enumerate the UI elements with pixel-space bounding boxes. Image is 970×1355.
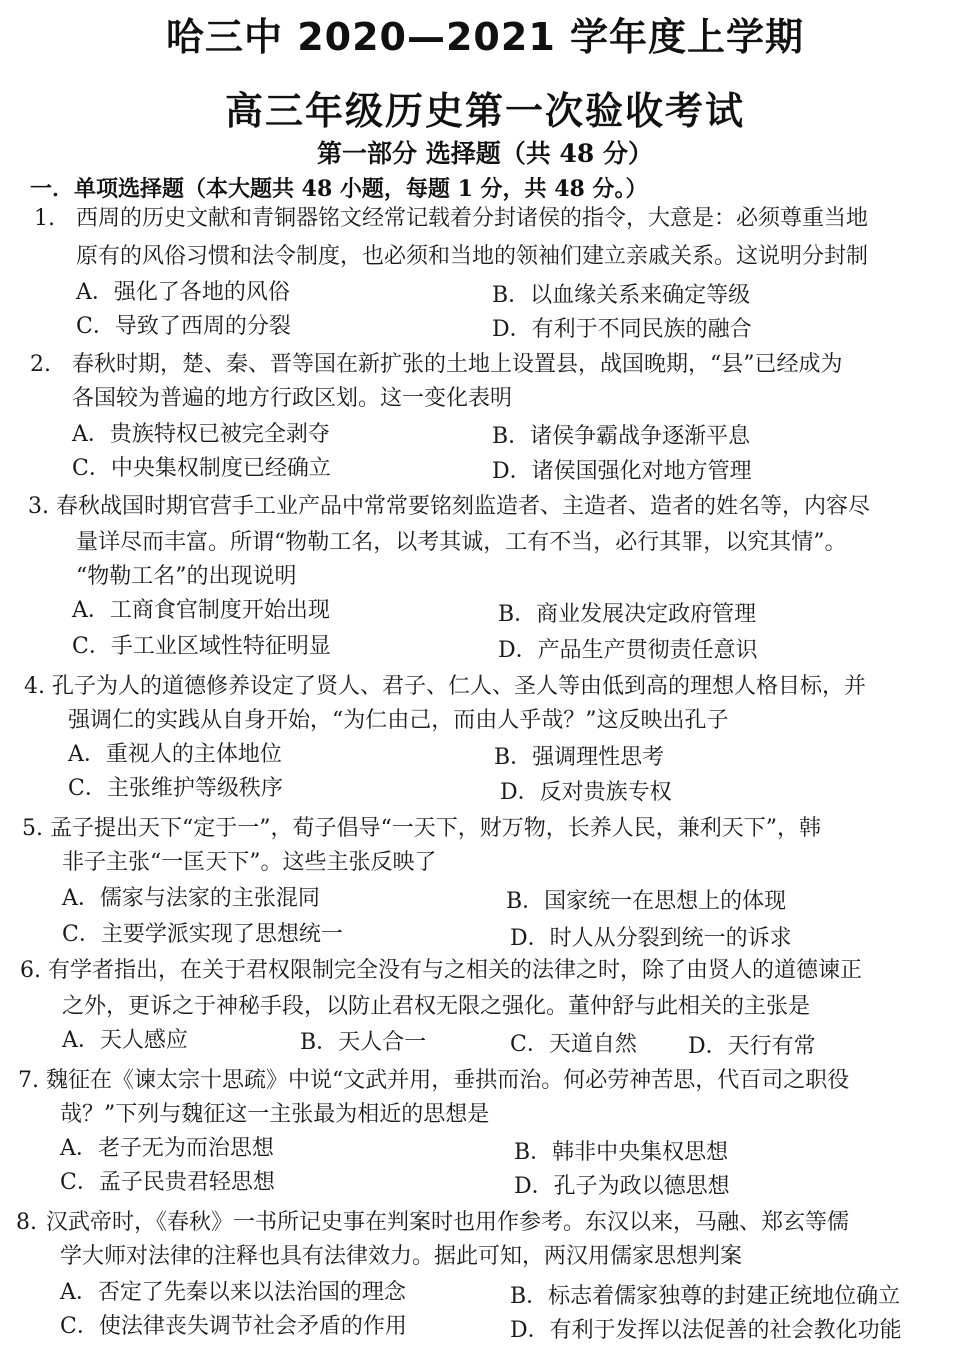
option-a[interactable]: A．重视人的主体地位 [68,742,282,767]
option-b[interactable]: B．以血缘关系来确定等级 [492,283,751,308]
question-stem-line: 非子主张“一匡天下”。这些主张反映了 [62,850,437,875]
option-a[interactable]: A．否定了先秦以来以法治国的理念 [60,1280,406,1305]
question-stem-line: 量详尽而丰富。所谓“物勒工名，以考其诚，工有不当，必行其罪，以究其情”。 [76,530,847,555]
question-stem-line: “物勒工名”的出现说明 [76,564,297,589]
option-d[interactable]: D．反对贵族专权 [500,780,672,805]
option-c[interactable]: C．主张维护等级秩序 [68,776,283,801]
option-d[interactable]: D．天行有常 [688,1034,816,1059]
option-d[interactable]: D．有利于不同民族的融合 [492,317,752,342]
option-a[interactable]: A．强化了各地的风俗 [76,280,290,305]
option-c[interactable]: C．天道自然 [510,1032,637,1057]
question-stem-line: 各国较为普遍的地方行政区划。这一变化表明 [72,386,513,411]
option-a[interactable]: A．工商食官制度开始出现 [72,598,330,623]
question-number: 4. [24,674,45,699]
option-d[interactable]: D．时人从分裂到统一的诉求 [510,926,792,951]
option-b[interactable]: B．商业发展决定政府管理 [498,602,757,627]
question-number: 1. [34,206,55,231]
option-c[interactable]: C．中央集权制度已经确立 [72,456,331,481]
question-stem-line: 魏征在《谏太宗十思疏》中说“文武并用，垂拱而治。何必劳神苦思，代百司之职役 [46,1068,850,1093]
question-stem-line: 原有的风俗习惯和法令制度，也必须和当地的领袖们建立亲戚关系。这说明分封制 [76,244,869,269]
question-number: 7. [18,1068,39,1093]
option-b[interactable]: B．韩非中央集权思想 [514,1140,729,1165]
option-c[interactable]: C．主要学派实现了思想统一 [62,922,343,947]
option-b[interactable]: B．标志着儒家独尊的封建正统地位确立 [510,1284,901,1309]
question-stem-line: 春秋时期，楚、秦、晋等国在新扩张的土地上设置县，战国晚期，“县”已经成为 [72,352,843,377]
question-stem-line: 汉武帝时，《春秋》一书所记史事在判案时也用作参考。东汉以来，马融、郑玄等儒 [46,1210,850,1235]
option-b[interactable]: B．天人合一 [300,1030,427,1055]
question-stem-line: 春秋战国时期官营手工业产品中常常要铭刻监造者、主造者、造者的姓名等，内容尽 [56,494,871,519]
question-stem-line: 孔子为人的道德修养设定了贤人、君子、仁人、圣人等由低到高的理想人格目标，并 [52,674,867,699]
question-stem-line: 强调仁的实践从自身开始，“为仁由己，而由人乎哉？”这反映出孔子 [68,708,729,733]
question-stem-line: 西周的历史文献和青铜器铭文经常记载着分封诸侯的指令，大意是：必须尊重当地 [76,206,869,231]
option-d[interactable]: D．孔子为政以德思想 [514,1174,730,1199]
option-a[interactable]: A．儒家与法家的主张混同 [62,886,320,911]
question-number: 5. [22,816,43,841]
option-b[interactable]: B．国家统一在思想上的体现 [506,889,787,914]
option-d[interactable]: D．诸侯国强化对地方管理 [492,459,752,484]
option-a[interactable]: A．天人感应 [62,1028,188,1053]
option-d[interactable]: D．有利于发挥以法促善的社会教化功能 [510,1318,902,1343]
question-number: 6. [20,958,41,983]
option-b[interactable]: B．诸侯争霸战争逐渐平息 [492,424,751,449]
option-b[interactable]: B．强调理性思考 [494,745,665,770]
option-a[interactable]: A．老子无为而治思想 [60,1136,274,1161]
option-c[interactable]: C．使法律丧失调节社会矛盾的作用 [60,1314,407,1339]
question-stem-line: 哉？”下列与魏征这一主张最为相近的思想是 [60,1102,490,1127]
question-stem-line: 孟子提出天下“定于一”，荀子倡导“一天下，财万物，长养人民，兼利天下”，韩 [50,816,821,841]
option-c[interactable]: C．导致了西周的分裂 [76,314,291,339]
exam-title-subject: 高三年级历史第一次验收考试 [224,89,745,133]
question-number: 2. [30,352,51,377]
option-a[interactable]: A．贵族特权已被完全剥夺 [72,422,330,447]
question-number: 8. [16,1210,37,1235]
question-stem-line: 之外，更诉之于神秘手段，以防止君权无限之强化。董仲舒与此相关的主张是 [62,994,811,1019]
question-stem-line: 有学者指出，在关于君权限制完全没有与之相关的法律之时，除了由贤人的道德谏正 [48,958,863,983]
option-c[interactable]: C．手工业区域性特征明显 [72,634,331,659]
question-stem-line: 学大师对法律的注释也具有法律效力。据此可知，两汉用儒家思想判案 [60,1244,743,1269]
exam-title-school-term: 哈三中 2020—2021 学年度上学期 [166,15,804,59]
section-instruction: 一．单项选择题（本大题共 48 小题，每题 1 分，共 48 分。） [30,176,648,202]
part-title: 第一部分 选择题（共 48 分） [317,139,653,168]
option-d[interactable]: D．产品生产贯彻责任意识 [498,638,758,663]
option-c[interactable]: C．孟子民贵君轻思想 [60,1170,275,1195]
question-number: 3. [28,494,49,519]
